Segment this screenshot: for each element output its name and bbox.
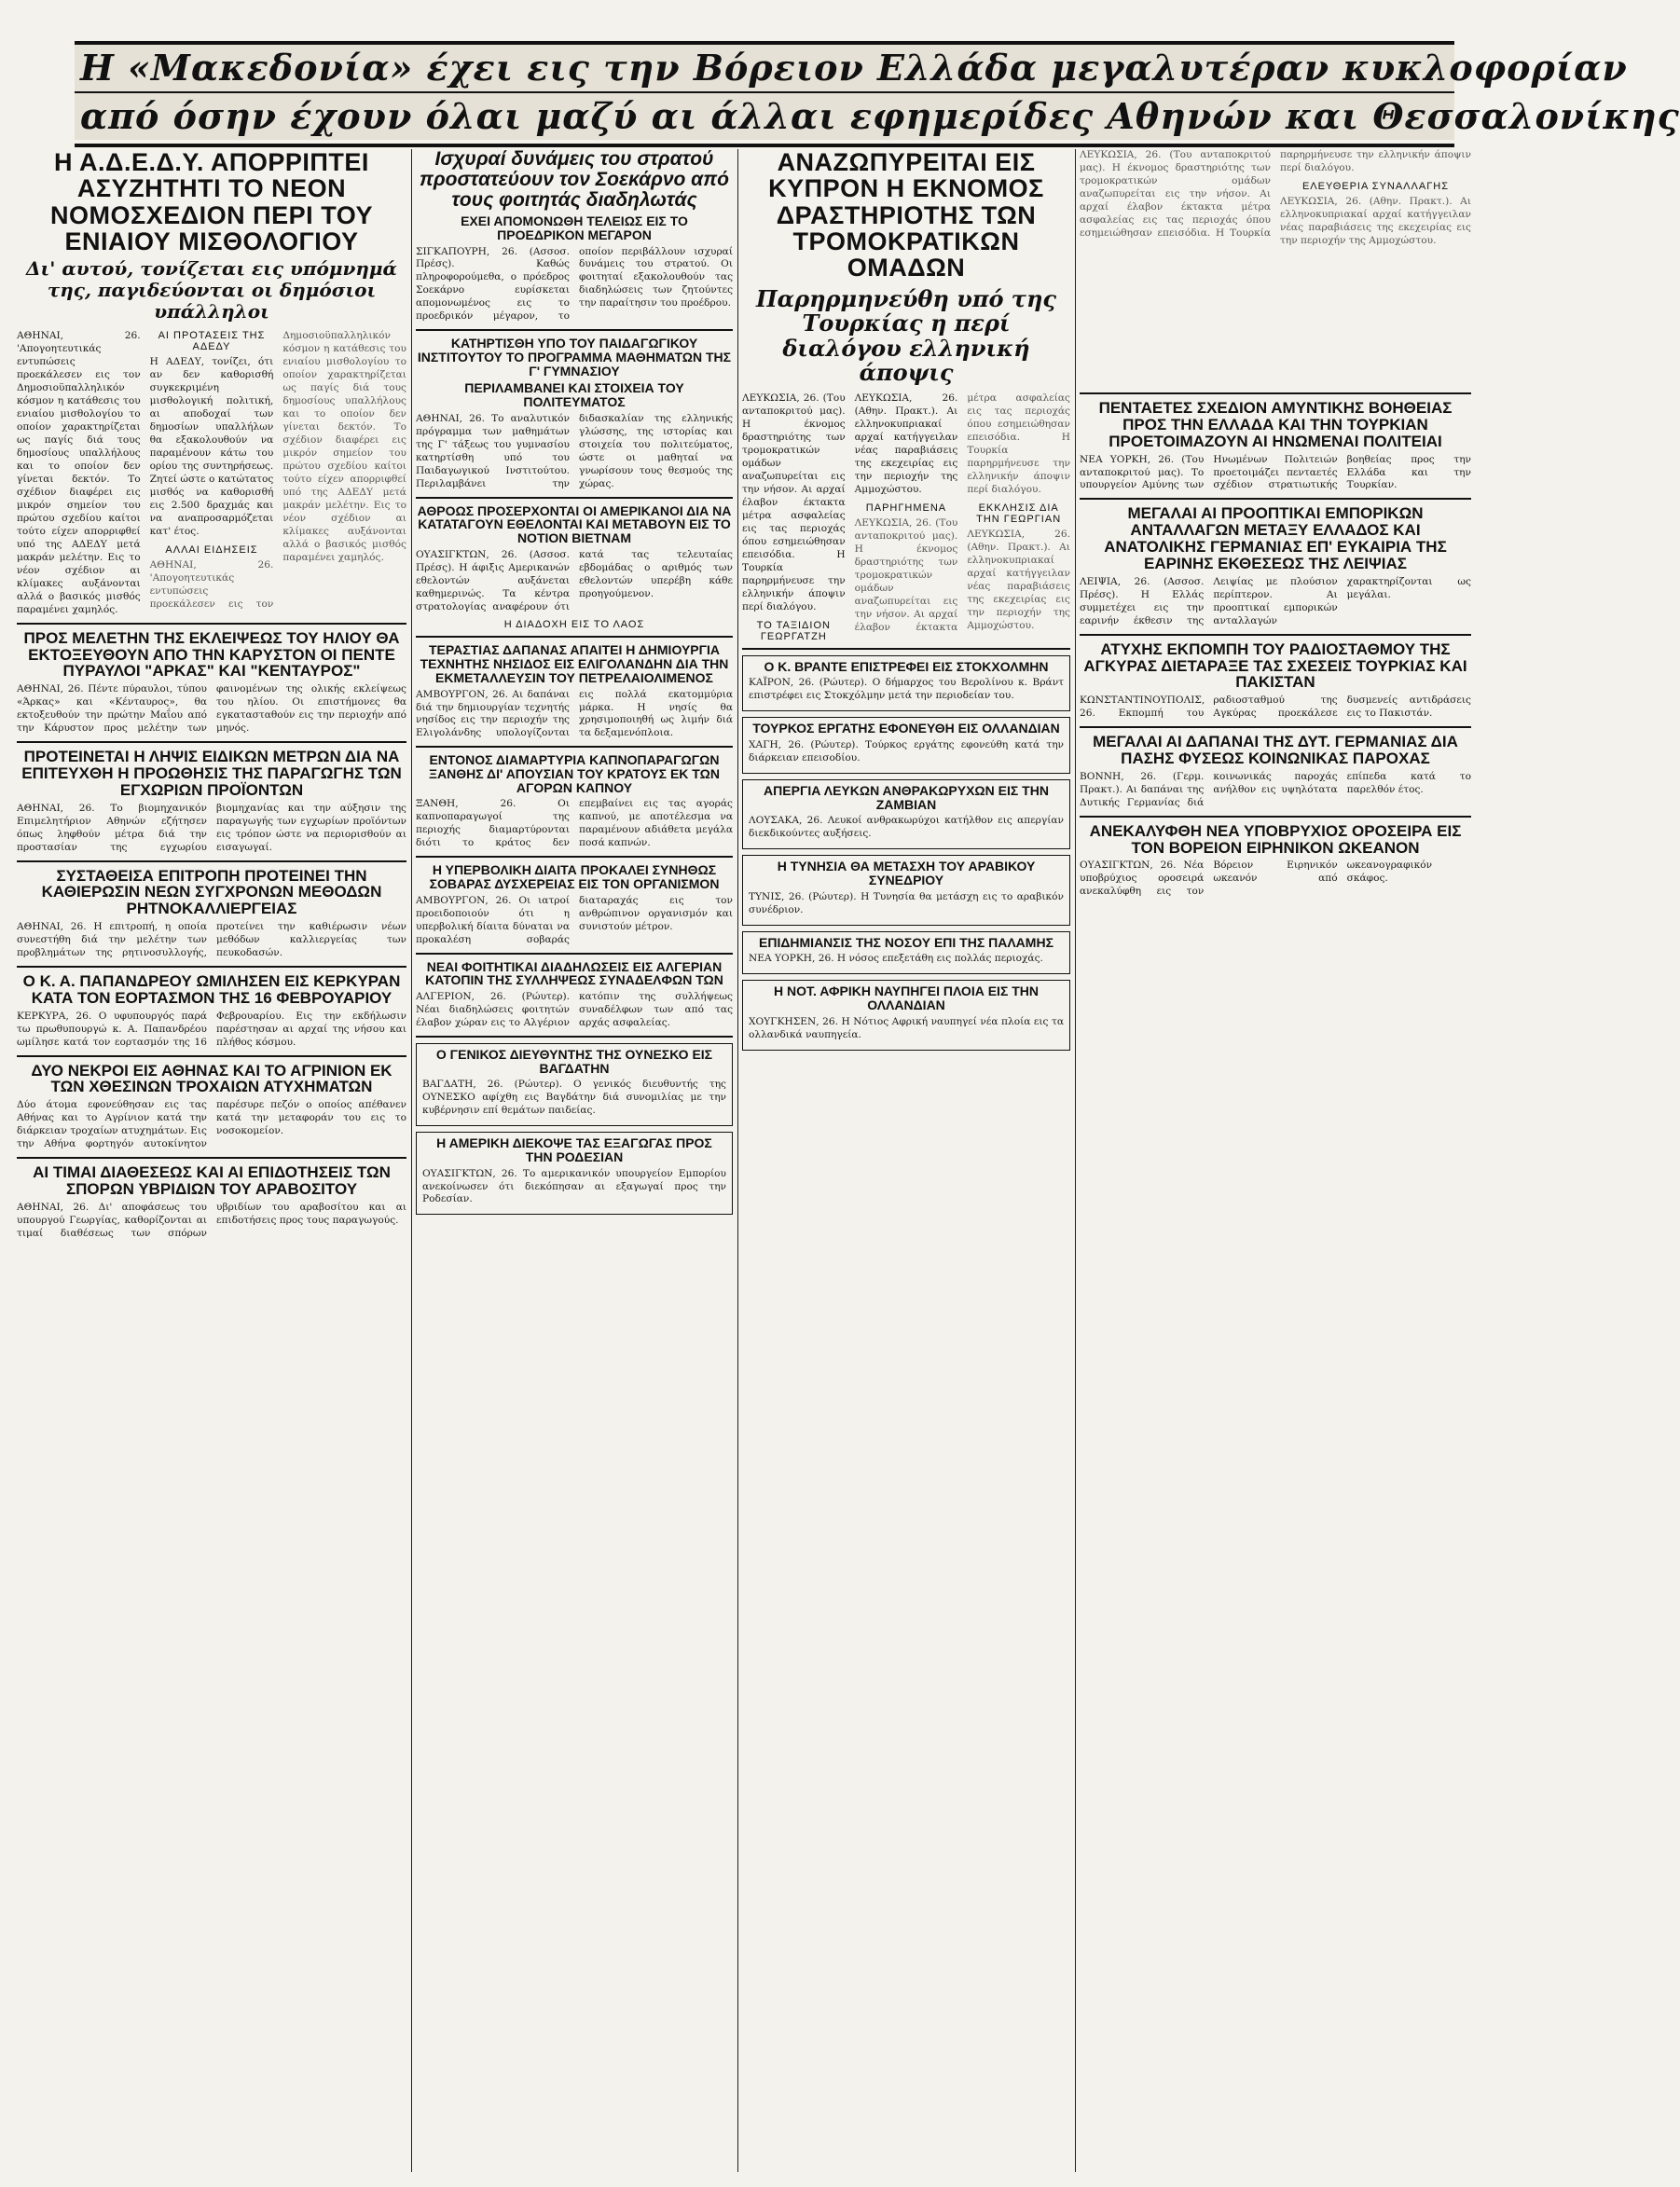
lead-subheadline-adedy: Δι' αυτού, τονίζεται εις υπόμνημά της, παγιδεύονται οι δημόσιοι υπάλληλοι xyxy=(26,257,397,323)
headline-curriculum: ΚΑΤΗΡΤΙΣΘΗ ΥΠΟ ΤΟΥ ΠΑΙΔΑΓΩΓΙΚΟΥ ΙΝΣΤΙΤΟΥΤΟΥ ΤΟ ΠΡΟΓΡΑΜΜΑ ΜΑΘΗΜΑΤΩΝ ΤΗΣ Γ' ΓΥΜΝΑΣΙΟΥ xyxy=(417,336,732,378)
headline-domestic-production: ΠΡΟΤΕΙΝΕΤΑΙ Η ΛΗΨΙΣ ΕΙΔΙΚΩΝ ΜΕΤΡΩΝ ΔΙΑ ΝΑ ΕΠΙΤΕΥΧΘΗ Η ΠΡΟΩΘΗΣΙΣ ΤΗΣ ΠΑΡΑΓΩΓΗΣ ΤΩΝ ΕΓΧΩΡΙΩΝ ΠΡΟΪΟΝΤΩΝ xyxy=(21,748,402,799)
headline-rhodesia: Η ΑΜΕΡΙΚΗ ΔΙΕΚΟΨΕ ΤΑΣ ΕΞΑΓΩΓΑΣ ΠΡΟΣ ΤΗΝ ΡΟΔΕΣΙΑΝ xyxy=(436,1135,712,1164)
article-body: ΞΑΝΘΗ, 26. Οι καπνοπαραγωγοί της περιοχής διαμαρτύρονται διότι το κράτος δεν επεμβαίνει εις τας αγοράς καπνού, με αποτέλεσμα να παραμένουν αδιάθετα μεγάλα ποσά καπνών. xyxy=(416,798,733,849)
news-brief-tunisia xyxy=(742,855,1070,925)
article-body: ΛΕΥΚΩΣΙΑ, 26. (Αθην. Πρακτ.). Αι ελληνοκυπριακαί αρχαί κατήγγειλαν νέας παραβιάσεις της εκεχειρίας εις την περιοχήν της Αμμοχώστου. xyxy=(854,392,958,496)
article-body: ΟΥΑΣΙΓΚΤΩΝ, 26. (Ασσοσ. Πρέσς). Η άφιξις Αμερικανών εθελοντών αυξάνεται καθημερινώς. Τα κέντρα στρατολογίας αναφέρουν ότι κατά τας τελευταίας εβδομάδας ο αριθμός των εθελοντών υπερέβη κάθε προηγούμενον. xyxy=(416,548,733,612)
news-brief-unesco xyxy=(416,1043,733,1126)
article-body: ΒΟΝΝΗ, 26. (Γερμ. Πρακτ.). Αι δαπάναι της Δυτικής Γερμανίας διά κοινωνικάς παροχάς ανήλθον εις υψηλότατα επίπεδα κατά το παρελθόν έτος. xyxy=(1080,770,1471,808)
headline-heligoland-island: ΤΕΡΑΣΤΙΑΣ ΔΑΠΑΝΑΣ ΑΠΑΙΤΕΙ Η ΔΗΜΙΟΥΡΓΙΑ ΤΕΧΝΗΤΗΣ ΝΗΣΙΔΟΣ ΕΙΣ ΕΛΙΓΟΛΑΝΔΗΝ ΔΙΑ ΤΗΝ ΕΚΜΕΤΑΛΛΕΥΣΙΝ ΤΟΥ ΠΕΤΡΕΛΑΙΟΛΙΜΕΝΟΣ xyxy=(420,642,729,685)
article-body: ΑΛΓΕΡΙΟΝ, 26. (Ρώυτερ). Νέαι διαδηλώσεις φοιτητών έλαβον χώραν εις το Αλγέριον κατόπιν της συλλήψεως συναδέλφων των από τας αρχάς ασφαλείας. xyxy=(416,990,733,1028)
headline-palm-disease: ΕΠΙΔΗΜΙΑΝΣΙΣ ΤΗΣ ΝΟΣΟΥ ΕΠΙ ΤΗΣ ΠΑΛΑΜΗΣ xyxy=(759,934,1053,950)
headline-eclipse-rockets: ΠΡΟΣ ΜΕΛΕΤΗΝ ΤΗΣ ΕΚΛΕΙΨΕΩΣ ΤΟΥ ΗΛΙΟΥ ΘΑ ΕΚΤΟΞΕΥΘΟΥΝ ΑΠΟ ΤΗΝ ΚΑΡΥΣΤΟΝ ΟΙ ΠΕΝΤΕ ΠΥΡΑΥΛΟΙ "ΑΡΚΑΣ" ΚΑΙ "ΚΕΝΤΑΥΡΟΣ" xyxy=(23,628,400,681)
article-body: ΑΜΒΟΥΡΓΟΝ, 26. Αι δαπάναι διά την δημιουργίαν τεχνητής νησίδος εις την περιοχήν της Ελιγολάνδης υπολογίζονται εις πολλά εκατομμύρια μάρκα. Η νησίς θα χρησιμοποιηθή ως λιμήν διά τα δεξαμενόπλοια. xyxy=(416,688,733,739)
article-body: ΣΙΓΚΑΠΟΥΡΗ, 26. (Ασσοσ. Πρέσς). Καθώς πληροφορούμεθα, ο πρόεδρος Σοεκάρνο ευρίσκεται απομονωμένος εις το προεδρικόν μέγαρον, το οποίον περιβάλλουν ισχυραί δυνάμεις του στρατού. Οι φοιτηταί εξακολουθούν τας διαδηλώσεις των ζητούντες την παραίτησιν του προέδρου. xyxy=(416,245,733,323)
article-body: ΝΕΑ ΥΟΡΚΗ, 26. Η νόσος επεξετάθη εις πολλάς περιοχάς. xyxy=(749,953,1043,965)
section-subhead: ΑΛΛΑΙ ΕΙΔΗΣΕΙΣ xyxy=(165,543,258,556)
headline-zambia: ΑΠΕΡΓΙΑ ΛΕΥΚΩΝ ΑΝΘΡΑΚΩΡΥΧΩΝ ΕΙΣ ΤΗΝ ΖΑΜΒΙΑΝ xyxy=(764,783,1049,812)
section-subhead: Η ΔΙΑΔΟΧΗ ΕΙΣ ΤΟ ΛΑΟΣ xyxy=(503,619,645,631)
article-body: ΑΘΗΝΑΙ, 26. Πέντε πύραυλοι, τύπου «Άρκας» και «Κένταυρος», θα εκτοξευθούν την πρώτην Μαΐου από την Κάρυστον προς μελέτην των φαινομένων της ολικής εκλείψεως του ηλίου. Οι επιστήμονες θα εγκατασταθούν εις την περιοχήν από μηνός. xyxy=(17,683,406,735)
news-brief-turkish-worker xyxy=(742,717,1070,774)
headline-leipzig-trade: ΜΕΓΑΛΑΙ ΑΙ ΠΡΟΟΠΤΙΚΑΙ ΕΜΠΟΡΙΚΩΝ ΑΝΤΑΛΛΑΓΩΝ ΜΕΤΑΞΥ ΕΛΛΑΔΟΣ ΚΑΙ ΑΝΑΤΟΛΙΚΗΣ ΓΕΡΜΑΝΙΑΣ ΕΠ' ΕΥΚΑΙΡΙΑ ΤΗΣ ΕΑΡΙΝΗΣ ΕΚΘΕΣΕΩΣ ΤΗΣ ΛΕΙΨΙΑΣ xyxy=(1104,504,1447,572)
headline-corn-seed-prices: ΑΙ ΤΙΜΑΙ ΔΙΑΘΕΣΕΩΣ ΚΑΙ ΑΙ ΕΠΙΔΟΤΗΣΕΙΣ ΤΩΝ ΣΠΟΡΩΝ ΥΒΡΙΔΙΩΝ ΤΟΥ ΑΡΑΒΟΣΙΤΟΥ xyxy=(33,1163,391,1198)
column-4 xyxy=(1080,149,1471,904)
news-brief-rhodesia xyxy=(416,1132,733,1215)
article-body: ΛΟΥΣΑΚΑ, 26. Λευκοί ανθρακωρύχοι κατήλθον εις απεργίαν διεκδικούντες αυξήσεις. xyxy=(749,815,1064,840)
section-subhead: ΕΚΚΛΗΣΙΣ ΔΙΑ ΤΗΝ ΓΕΩΡΓΙΑΝ xyxy=(976,502,1062,526)
article-body: ΟΥΑΣΙΓΚΤΩΝ, 26. Νέα υποβρύχιος οροσειρά ανεκαλύφθη εις τον Βόρειον Ειρηνικόν ωκεανόν από ωκεανογραφικόν σκάφος. xyxy=(1080,860,1433,898)
article-body: Η ΑΔΕΔΥ, τονίζει, ότι αν δεν καθορισθή συγκεκριμένη μισθολογική πολιτική, αι αποδοχαί των δημοσίων υπαλλήλων θα εξακολουθούν να παραμένουν κάτω του ορίου της συντηρήσεως. Ζητεί ώστε ο κατώτατος μισθός να καθορισθή εις 2.500 δραχμάς και να αναπροσαρμόζεται κατ' έτος. xyxy=(149,356,274,537)
article-body: ΛΕΥΚΩΣΙΑ, 26. (Του ανταποκριτού μας). Η έκνομος δραστηριότης των τρομοκρατικών ομάδων αναζωπυρείται εις την νήσον. Αι αρχαί έλαβον έκτακτα μέτρα ασφαλείας εις τας περιοχάς όπου εσημειώθησαν επεισόδια. Η Τουρκία παρηρμήνευσε την ελληνικήν άποψιν περί διαλόγου. xyxy=(854,392,1070,633)
headline-vietnam-volunteers: ΑΘΡΟΩΣ ΠΡΟΣΕΡΧΟΝΤΑΙ ΟΙ ΑΜΕΡΙΚΑΝΟΙ ΔΙΑ ΝΑ ΚΑΤΑΤΑΓΟΥΝ ΕΘΕΛΟΝΤΑΙ ΚΑΙ ΜΕΤΑΒΟΥΝ ΕΙΣ ΤΟ ΝΟΤΙΟΝ ΒΙΕΤΝΑΜ xyxy=(417,502,732,545)
article-body: ΑΘΗΝΑΙ, 26. 'Απογοητευτικάς εντυπώσεις προεκάλεσεν εις τον Δημοσιοϋπαλληλικόν κόσμον η κατάθεσις του ενιαίου μισθολογίου το οποίον χαρακτηρίζεται ως παγίς διά τους δημοσίους υπαλλήλους και το οποίον δεν γίνεται δεκτόν. Το σχέδιον διαφέρει εις μικρόν σημείον του πρώτου σχεδίου καίτοι τούτο είχεν απορριφθεί υπό της ΑΔΕΔΥ μετά μακράν μελέτην. Εις το νέον σχέδιον αι κλίμακες αυξάνονται αλλά ο βασικός μισθός παραμένει χαμηλός. xyxy=(149,330,406,610)
column-rule xyxy=(411,149,412,2172)
article-body: ΟΥΑΣΙΓΚΤΩΝ, 26. Το αμερικανικόν υπουργείον Εμπορίου ανεκοίνωσεν ότι διεκόπησαν αι εξαγωγαί προς την Ροδεσίαν. xyxy=(422,1167,726,1205)
article-body: Δύο άτομα εφονεύθησαν εις τας Αθήνας και το Αγρίνιον κατά την διάρκειαν τροχαίων ατυχημάτων. Εις την Αθήνα φορτηγόν αυτοκίνητον παρέσυρε πεζόν ο οποίος απέθανεν κατά την μεταφοράν του εις το νοσοκομείον. xyxy=(17,1099,406,1150)
article-body: ΧΟΥΓΚΗΣΕΝ, 26. Η Νότιος Αφρική ναυπηγεί νέα πλοία εις τα ολλανδικά ναυπηγεία. xyxy=(749,1015,1064,1040)
news-brief-palm xyxy=(742,931,1070,975)
article-body: ΝΕΑ ΥΟΡΚΗ, 26. (Του ανταποκριτού μας). Το υπουργείον Αμύνης των Ηνωμένων Πολιτειών προετοιμάζει πενταετές σχέδιον στρατιωτικής βοηθείας προς την Ελλάδα και την Τουρκίαν. xyxy=(1080,453,1471,491)
headline-brandt: Ο Κ. ΒΡΑΝΤΕ ΕΠΙΣΤΡΕΦΕΙ ΕΙΣ ΣΤΟΚΧΟΛΜΗΝ xyxy=(764,658,1049,674)
headline-xanthi-tobacco: ΕΝΤΟΝΟΣ ΔΙΑΜΑΡΤΥΡΙΑ ΚΑΠΝΟΠΑΡΑΓΩΓΩΝ ΞΑΝΘΗΣ ΔΙ' ΑΠΟΥΣΙΑΝ ΤΟΥ ΚΡΑΤΟΥΣ ΕΚ ΤΩΝ ΑΓΟΡΩΝ ΚΑΠΝΟΥ xyxy=(429,752,720,795)
article-body: ΚΩΝΣΤΑΝΤΙΝΟΥΠΟΛΙΣ, 26. Εκπομπή του ραδιοσταθμού της Αγκύρας προεκάλεσε δυσμενείς αντιδράσεις εις το Πακιστάν. xyxy=(1080,695,1471,720)
article-body: ΒΑΓΔΑΤΗ, 26. (Ρώυτερ). Ο γενικός διευθυντής της ΟΥΝΕΣΚΟ αφίχθη εις Βαγδάτην διά συνομιλίας με την κυβέρνησιν επί θεμάτων παιδείας. xyxy=(422,1079,726,1117)
section-subhead: ΤΟ ΤΑΞΙΔΙΟΝ ΓΕΩΡΓΑΤΖΗ xyxy=(756,619,831,642)
article-body: ΛΕΥΚΩΣΙΑ, 26. (Του ανταποκριτού μας). Η έκνομος δραστηριότης των τρομοκρατικών ομάδων αναζωπυρείται εις την νήσον. Αι αρχαί έλαβον έκτακτα μέτρα ασφαλείας εις τας περιοχάς όπου εσημειώθησαν επεισόδια. Η Τουρκία παρηρμήνευσε την ελληνικήν άποψιν περί διαλόγου. xyxy=(1080,149,1471,239)
headline-defense-aid-plan: ΠΕΝΤΑΕΤΕΣ ΣΧΕΔΙΟΝ ΑΜΥΝΤΙΚΗΣ ΒΟΗΘΕΙΑΣ ΠΡΟΣ ΤΗΝ ΕΛΛΑΔΑ ΚΑΙ ΤΗΝ ΤΟΥΡΚΙΑΝ ΠΡΟΕΤΟΙΜΑΖΟΥΝ ΑΙ ΗΝΩΜΕΝΑΙ ΠΟΛΙΤΕΙΑΙ xyxy=(1098,399,1453,450)
column-2 xyxy=(416,149,733,1220)
lead-subheadline-sukarno: ΕΧΕΙ ΑΠΟΜΟΝΩΘΗ ΤΕΛΕΙΩΣ ΕΙΣ ΤΟ ΠΡΟΕΔΡΙΚΟΝ ΜΕΓΑΡΟΝ xyxy=(461,213,688,242)
headline-turkish-worker: ΤΟΥΡΚΟΣ ΕΡΓΑΤΗΣ ΕΦΟΝΕΥΘΗ ΕΙΣ ΟΛΛΑΝΔΙΑΝ xyxy=(752,721,1060,736)
headline-algeria-students: ΝΕΑΙ ΦΟΙΤΗΤΙΚΑΙ ΔΙΑΔΗΛΩΣΕΙΣ ΕΙΣ ΑΛΓΕΡΙΑΝ ΚΑΤΟΠΙΝ ΤΗΣ ΣΥΛΛΗΨΕΩΣ ΣΥΝΑΔΕΛΦΩΝ ΤΩΝ xyxy=(425,958,723,988)
article-body: ΛΕΥΚΩΣΙΑ, 26. (Του ανταποκριτού μας). Η έκνομος δραστηριότης των τρομοκρατικών ομάδων αναζωπυρείται εις την νήσον. Αι αρχαί έλαβον έκτακτα μέτρα ασφαλείας εις τας περιοχάς όπου εσημειώθησαν επεισόδια. Η Τουρκία παρηρμήνευσε την ελληνικήν άποψιν περί διαλόγου. xyxy=(742,392,846,612)
column-3 xyxy=(742,149,1070,1056)
headline-west-germany-social: ΜΕΓΑΛΑΙ ΑΙ ΔΑΠΑΝΑΙ ΤΗΣ ΔΥΤ. ΓΕΡΜΑΝΙΑΣ ΔΙΑ ΠΑΣΗΣ ΦΥΣΕΩΣ ΚΟΙΝΩΝΙΚΑΣ ΠΑΡΟΧΑΣ xyxy=(1093,733,1458,767)
article-body: ΚΑΪΡΟΝ, 26. (Ρώυτερ). Ο δήμαρχος του Βερολίνου κ. Βράντ επιστρέφει εις Στοκχόλμην μετά την περιοδείαν του. xyxy=(749,677,1064,702)
article-body: ΛΕΥΚΩΣΙΑ, 26. (Αθην. Πρακτ.). Αι ελληνοκυπριακαί αρχαί κατήγγειλαν νέας παραβιάσεις της εκεχειρίας εις την περιοχήν της Αμμοχώστου. xyxy=(1280,195,1471,246)
headline-tunisia: Η ΤΥΝΗΣΙΑ ΘΑ ΜΕΤΑΣΧΗ ΤΟΥ ΑΡΑΒΙΚΟΥ ΣΥΝΕΔΡΙΟΥ xyxy=(777,859,1036,887)
banner-line-2: από όσην έχουν όλαι μαζύ αι άλλαι εφημερίδες Αθηνών και Θεσσαλονίκης xyxy=(75,93,1454,140)
headline-ankara-radio: ΑΤΥΧΗΣ ΕΚΠΟΜΠΗ ΤΟΥ ΡΑΔΙΟΣΤΑΘΜΟΥ ΤΗΣ ΑΓΚΥΡΑΣ ΔΙΕΤΑΡΑΞΕ ΤΑΣ ΣΧΕΣΕΙΣ ΤΟΥΡΚΙΑΣ ΚΑΙ ΠΑΚΙΣΤΑΝ xyxy=(1083,640,1467,692)
banner-line-1: Η «Μακεδονία» έχει εις την Βόρειον Ελλάδα μεγαλυτέραν κυκλοφορίαν xyxy=(75,45,1454,93)
section-subhead: ΠΑΡΗΓΗΜΕΝΑ xyxy=(865,502,947,515)
article-body: ΤΥΝΙΣ, 26. (Ρώυτερ). Η Τυνησία θα μετάσχη εις το αραβικόν συνέδριον. xyxy=(749,890,1064,915)
headline-diet: Η ΥΠΕΡΒΟΛΙΚΗ ΔΙΑΙΤΑ ΠΡΟΚΑΛΕΙ ΣΥΝΗΘΩΣ ΣΟΒΑΡΑΣ ΔΥΣΧΕΡΕΙΑΣ ΕΙΣ ΤΟΝ ΟΡΓΑΝΙΣΜΟΝ xyxy=(429,862,720,892)
article-body: ΑΘΗΝΑΙ, 26. Δι' αποφάσεως του υπουργού Γεωργίας, καθορίζονται αι τιμαί διαθέσεως των σπόρων υβριδίων του αραβοσίτου και αι επιδοτήσεις προς τους παραγωγούς. xyxy=(17,1201,406,1239)
headline-unesco: Ο ΓΕΝΙΚΟΣ ΔΙΕΥΘΥΝΤΗΣ ΤΗΣ ΟΥΝΕΣΚΟ ΕΙΣ ΒΑΓΔΑΤΗΝ xyxy=(435,1046,713,1076)
masthead-banner xyxy=(75,41,1680,147)
section-subhead: ΕΛΕΥΘΕΡΙΑ ΣΥΝΑΛΛΑΓΗΣ xyxy=(1301,180,1450,192)
headline-undersea-ridge: ΑΝΕΚΑΛΥΦΘΗ ΝΕΑ ΥΠΟΒΡΥΧΙΟΣ ΟΡΟΣΕΙΡΑ ΕΙΣ ΤΟΝ ΒΟΡΕΙΟΝ ΕΙΡΗΝΙΚΟΝ ΩΚΕΑΝΟΝ xyxy=(1089,821,1462,857)
headline-resin-committee: ΣΥΣΤΑΘΕΙΣΑ ΕΠΙΤΡΟΠΗ ΠΡΟΤΕΙΝΕΙ ΤΗΝ ΚΑΘΙΕΡΩΣΙΝ ΝΕΩΝ ΣΥΓΧΡΟΝΩΝ ΜΕΘΟΔΩΝ ΡΗΤΝΟΚΑΛΛΙΕΡΓΕΙΑΣ xyxy=(41,866,382,918)
article-body: ΑΘΗΝΑΙ, 26. 'Απογοητευτικάς εντυπώσεις προεκάλεσεν εις τον Δημοσιοϋπαλληλικόν κόσμον η κατάθεσις του ενιαίου μισθολογίου το οποίον χαρακτηρίζεται ως παγίς διά τους δημοσίους υπαλλήλους και το οποίον δεν γίνεται δεκτόν. Το σχέδιον διαφέρει εις μικρόν σημείον του πρώτου σχεδίου καίτοι τούτο είχεν απορριφθεί υπό της ΑΔΕΔΥ μετά μακράν μελέτην. Εις το νέον σχέδιον αι κλίμακες αυξάνονται αλλά ο βασικός μισθός παραμένει χαμηλός. xyxy=(17,330,141,615)
article-body: ΚΕΡΚΥΡΑ, 26. Ο υφυπουργός παρά τω πρωθυπουργώ κ. Α. Παπανδρέου ωμίλησε κατά τον εορτασμόν της 16 Φεβρουαρίου. Εις την εκδήλωσιν παρέστησαν αι αρχαί της νήσου και πλήθος κόσμου. xyxy=(17,1010,406,1048)
headline-traffic-accidents: ΔΥΟ ΝΕΚΡΟΙ ΕΙΣ ΑΘΗΝΑΣ ΚΑΙ ΤΟ ΑΓΡΙΝΙΟΝ ΕΚ ΤΩΝ ΧΘΕΣΙΝΩΝ ΤΡΟΧΑΙΩΝ ΑΤΥΧΗΜΑΤΩΝ xyxy=(31,1061,392,1096)
column-rule xyxy=(737,149,738,2172)
column-rule xyxy=(1075,149,1076,2172)
subheadline-curriculum: ΠΕΡΙΛΑΜΒΑΝΕΙ ΚΑΙ ΣΤΟΙΧΕΙΑ ΤΟΥ ΠΟΛΙΤΕΥΜΑΤΟΣ xyxy=(464,380,684,410)
article-body: ΑΘΗΝΑΙ, 26. Το αναλυτικόν πρόγραμμα των μαθημάτων της Γ' τάξεως του γυμνασίου κατηρτίσθη υπό του Παιδαγωγικού Ινστιτούτου. Περιλαμβάνει την διδασκαλίαν της ελληνικής γλώσσης, της ιστορίας και στοιχεία του πολιτεύματος, ώστε οι μαθηταί να γνωρίσουν τους θεσμούς της χώρας. xyxy=(416,412,733,489)
headline-papandreou-corfu: Ο Κ. Α. ΠΑΠΑΝΔΡΕΟΥ ΩΜΙΛΗΣΕΝ ΕΙΣ ΚΕΡΚΥΡΑΝ ΚΑΤΑ ΤΟΝ ΕΟΡΤΑΣΜΟΝ ΤΗΣ 16 ΦΕΒΡΟΥΑΡΙΟΥ xyxy=(22,971,401,1007)
lead-headline-adedy: Η Α.Δ.Ε.Δ.Υ. ΑΠΟΡΡΙΠΤΕΙ ΑΣΥΖΗΤΗΤΙ ΤΟ ΝΕΟΝ ΝΟΜΟΣΧΕΔΙΟΝ ΠΕΡΙ ΤΟΥ ΕΝΙΑΙΟΥ ΜΙΣΘΟΛΟΓΙΟΥ xyxy=(50,148,373,256)
section-subhead: ΑΙ ΠΡΟΤΑΣΕΙΣ ΤΗΣ ΑΔΕΔΥ xyxy=(158,330,266,353)
news-brief-zambia xyxy=(742,779,1070,849)
news-brief-brandt xyxy=(742,655,1070,712)
lead-headline-sukarno: Ισχυραί δυνάμεις του στρατού προστατεύουν τον Σοεκάρνο από τους φοιτητάς διαδηλωτάς xyxy=(419,148,729,212)
article-body: ΛΕΥΚΩΣΙΑ, 26. (Αθην. Πρακτ.). Αι ελληνοκυπριακαί αρχαί κατήγγειλαν νέας παραβιάσεις της εκεχειρίας εις την περιοχήν της Αμμοχώστου. xyxy=(967,529,1070,631)
lead-headline-cyprus: ΑΝΑΖΩΠΥΡΕΙΤΑΙ ΕΙΣ ΚΥΠΡΟΝ Η ΕΚΝΟΜΟΣ ΔΡΑΣΤΗΡΙΟΤΗΣ ΤΩΝ ΤΡΟΜΟΚΡΑΤΙΚΩΝ ΟΜΑΔΩΝ xyxy=(768,148,1044,282)
article-body: ΛΕΙΨΙΑ, 26. (Ασσοσ. Πρέσς). Η Ελλάς συμμετέχει εις την εαρινήν έκθεσιν της Λειψίας με πλούσιον περίπτερον. Αι προοπτικαί εμπορικών ανταλλαγών χαρακτηρίζονται ως μεγάλαι. xyxy=(1080,575,1471,626)
lead-subheadline-cyprus: Παρηρμηνεύθη υπό της Τουρκίας η περί διαλόγου ελληνική άποψις xyxy=(755,284,1057,386)
article-body: ΑΜΒΟΥΡΓΟΝ, 26. Οι ιατροί προειδοποιούν ότι η υπερβολική δίαιτα δύναται να προκαλέση σοβαράς διαταραχάς εις τον ανθρώπινον οργανισμόν και συνιστούν μέτρον. xyxy=(416,894,733,945)
news-brief-south-africa xyxy=(742,980,1070,1050)
article-body: ΑΘΗΝΑΙ, 26. Το βιομηχανικόν Επιμελητήριον Αθηνών εζήτησεν όπως ληφθούν μέτρα διά την προστασίαν της εγχωρίου βιομηχανίας και την αύξησιν της παραγωγής των εγχωρίων προϊόντων εις τρόπον ώστε να περιορισθούν αι εισαγωγαί. xyxy=(17,802,406,853)
article-body: ΧΑΓΗ, 26. (Ρώυτερ). Τούρκος εργάτης εφονεύθη κατά την διάρκειαν επεισοδίου. xyxy=(749,739,1064,764)
column-1 xyxy=(17,149,406,1246)
headline-south-africa-ships: Η ΝΟΤ. ΑΦΡΙΚΗ ΝΑΥΠΗΓΕΙ ΠΛΟΙΑ ΕΙΣ ΤΗΝ ΟΛΛΑΝΔΙΑΝ xyxy=(773,983,1040,1012)
article-body: ΑΘΗΝΑΙ, 26. Η επιτροπή, η οποία συνεστήθη διά την μελέτην των προβλημάτων της ρητινοσυλλογής, προτείνει την καθιέρωσιν νέων μεθόδων καλλιεργείας των πευκοδασών. xyxy=(17,921,406,958)
